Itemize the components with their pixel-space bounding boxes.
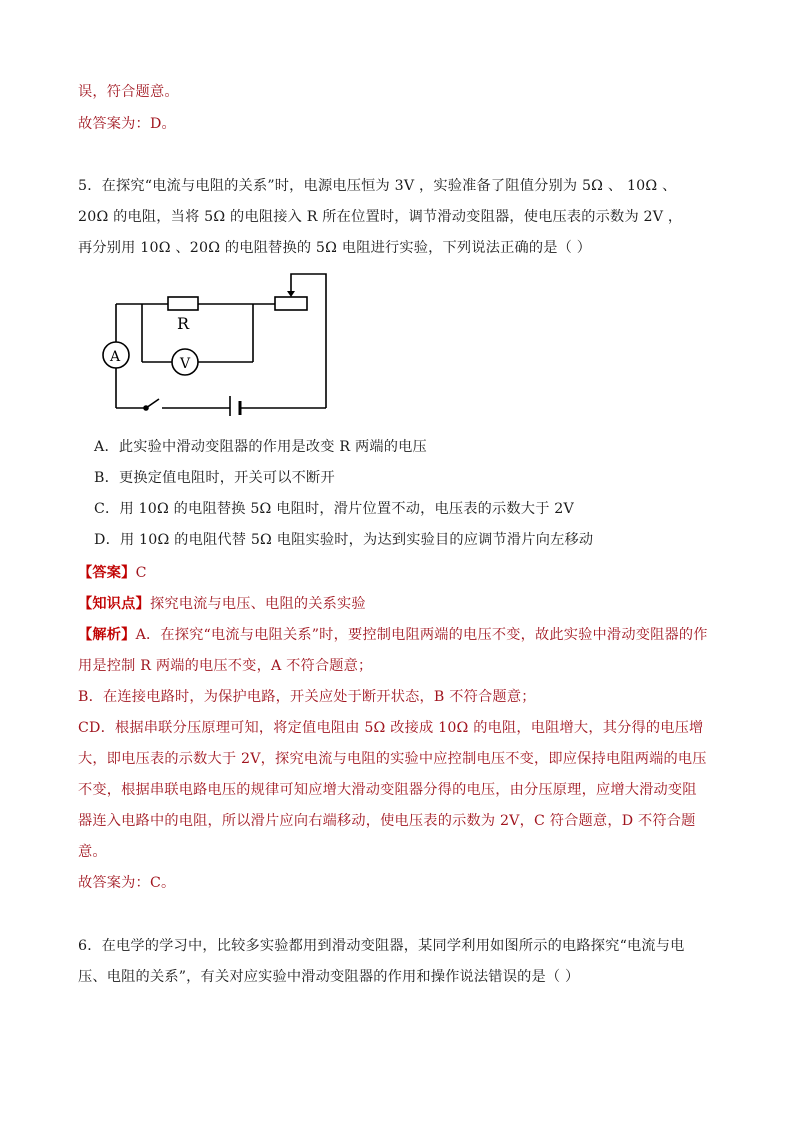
- q5-analysis-line-6: 不变，根据串联电路电压的规律可知应增大滑动变阻器分得的电压，由分压原理，应增大滑动变阻: [78, 782, 697, 798]
- prev-analysis-tail: 误，符合题意。: [78, 84, 179, 100]
- fixed-resistor: [168, 297, 198, 310]
- q5-analysis-line-4: CD．根据串联分压原理可知，将定值电阻由 5Ω 改接成 10Ω 的电阻，电阻增大，其分得的电压增: [78, 720, 704, 736]
- q6-stem-line-2: 压、电阻的关系”，有关对应实验中滑动变阻器的作用和操作说法错误的是（ ）: [78, 969, 580, 985]
- q5-option-d: D．用 10Ω 的电阻代替 5Ω 电阻实验时，为达到实验目的应调节滑片向左移动: [94, 532, 594, 548]
- knowledge-tag: 【知识点】: [78, 596, 150, 612]
- analysis-text: A．在探究“电流与电阻关系”时，要控制电阻两端的电压不变，故此实验中滑动变阻器的作: [135, 627, 708, 643]
- resistor-label: R: [177, 314, 190, 333]
- circuit-diagram: [96, 268, 336, 416]
- q5-knowledge: [78, 593, 366, 613]
- q6-stem-line-1: 6．在电学的学习中，比较多实验都用到滑动变阻器，某同学利用如图所示的电路探究“电流与电: [78, 938, 685, 954]
- q5-analysis-line-1: [78, 624, 708, 644]
- answer-value: C: [135, 565, 147, 581]
- q5-analysis-line-2: 用是控制 R 两端的电压不变，A 不符合题意；: [78, 658, 373, 674]
- q5-option-b: B．更换定值电阻时，开关可以不断开: [94, 470, 335, 486]
- q5-option-a: A．此实验中滑动变阻器的作用是改变 R 两端的电压: [94, 439, 427, 455]
- answer-tag: 【答案】: [78, 565, 136, 581]
- q5-analysis-line-3: B．在连接电路时，为保护电路，开关应处于断开状态，B 不符合题意；: [78, 689, 536, 705]
- q5-stem-line-1: 5．在探究“电流与电阻的关系”时，电源电压恒为 3V ，实验准备了阻值分别为 5Ω 、 10Ω 、: [78, 178, 677, 194]
- q5-stem-line-3: 再分别用 10Ω 、20Ω 的电阻替换的 5Ω 电阻进行实验，下列说法正确的是（ ）: [78, 240, 592, 256]
- q5-final-answer: 故答案为：C。: [78, 875, 176, 891]
- q5-answer: [78, 562, 147, 582]
- analysis-tag: 【解析】: [78, 627, 136, 643]
- q5-option-c: C．用 10Ω 的电阻替换 5Ω 电阻时，滑片位置不动，电压表的示数大于 2V: [94, 501, 574, 517]
- voltmeter-label: V: [180, 356, 191, 372]
- ammeter-label: A: [110, 349, 121, 365]
- switch-lever: [146, 399, 159, 408]
- q5-analysis-line-8: 意。: [78, 844, 107, 860]
- q5-analysis-line-5: 大，即电压表的示数大于 2V，探究电流与电阻的实验中应控制电压不变，即应保持电阻两端的电压: [78, 751, 707, 767]
- rheostat: [275, 297, 307, 310]
- knowledge-value: 探究电流与电压、电阻的关系实验: [149, 596, 366, 612]
- q5-analysis-line-7: 器连入电路中的电阻，所以滑片应向右端移动，使电压表的示数为 2V，C 符合题意，D 不符合题: [78, 813, 696, 829]
- slider-arrow: [287, 291, 295, 297]
- prev-final-answer: 故答案为：D。: [78, 116, 176, 132]
- q5-stem-line-2: 20Ω 的电阻，当将 5Ω 的电阻接入 R 所在位置时，调节滑动变阻器，使电压表的示数为 2V ，: [78, 209, 683, 225]
